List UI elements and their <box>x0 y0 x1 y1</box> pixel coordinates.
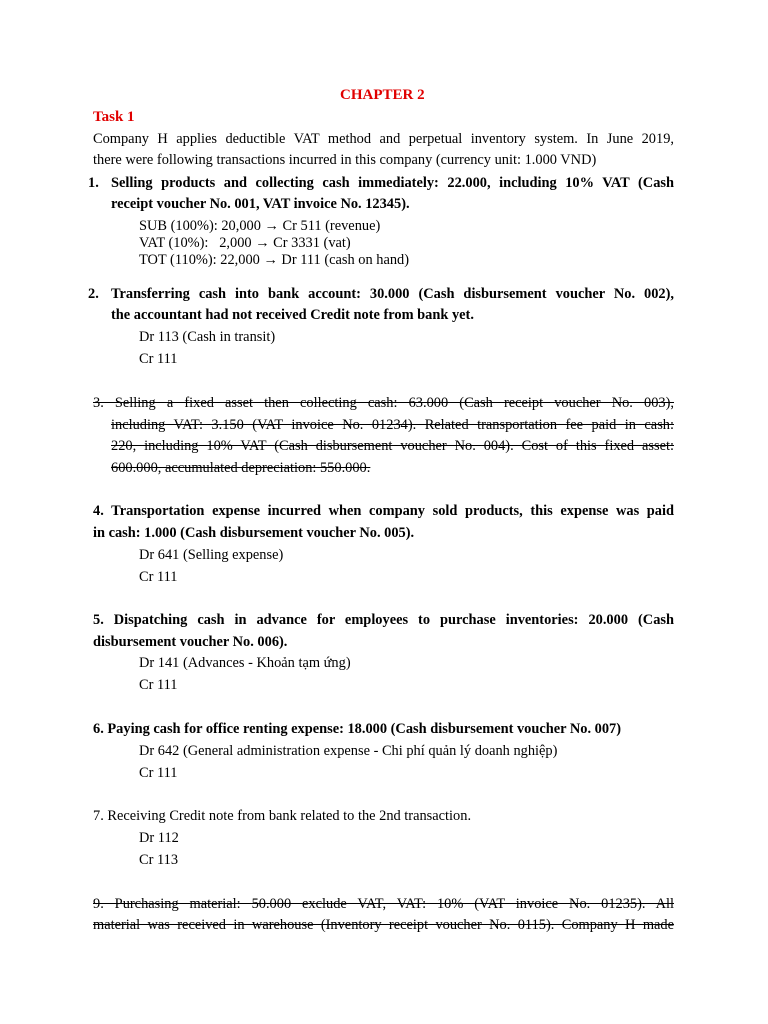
t4-line-2: in cash: 1.000 (Cash disbursement voucher No. 005). <box>93 525 415 541</box>
t2-entry-debit: Dr 113 (Cash in transit) <box>139 329 276 345</box>
chapter-title: CHAPTER 2 <box>340 87 425 103</box>
t6-entry-debit: Dr 642 (General administration expense - Chi phí quản lý doanh nghiệp) <box>139 743 558 759</box>
t5-entry-credit: Cr 111 <box>139 677 178 693</box>
t6-entry-credit: Cr 111 <box>139 765 178 781</box>
t7-entry-credit: Cr 113 <box>139 852 179 868</box>
t3-line-3: 220, including 10% VAT (Cash disbursement voucher No. 004). Cost of this fixed asset: <box>111 438 674 454</box>
t1-number: 1. <box>88 175 99 191</box>
t1-line-1: Selling products and collecting cash immediately: 22.000, including 10% VAT (Cash <box>111 175 674 191</box>
t4-entry-credit: Cr 111 <box>139 569 178 585</box>
t1-entry-sub: SUB (100%): 20,000 → Cr 511 (revenue) <box>139 218 381 234</box>
t3-line-1: 3. Selling a fixed asset then collecting cash: 63.000 (Cash receipt voucher No. 003), <box>93 395 674 411</box>
t6-line-1: 6. Paying cash for office renting expense: 18.000 (Cash disbursement voucher No. 007) <box>93 721 622 737</box>
t9-line-1: 9. Purchasing material: 50.000 exclude VAT, VAT: 10% (VAT invoice No. 01235). All <box>93 896 674 912</box>
t1-line-2: receipt voucher No. 001, VAT invoice No. 12345). <box>111 196 410 212</box>
t2-entry-credit: Cr 111 <box>139 351 178 367</box>
t2-line-1: Transferring cash into bank account: 30.000 (Cash disbursement voucher No. 002), <box>111 286 674 302</box>
t1-entry-vat: VAT (10%): 2,000 → Cr 3331 (vat) <box>139 235 351 251</box>
t7-line-1: 7. Receiving Credit note from bank related to the 2nd transaction. <box>93 808 472 824</box>
t2-number: 2. <box>88 286 99 302</box>
task-title: Task 1 <box>93 109 135 125</box>
t9-line-2: material was received in warehouse (Inventory receipt voucher No. 0115). Company H made <box>93 917 674 933</box>
t5-line-1: 5. Dispatching cash in advance for employees to purchase inventories: 20.000 (Cash <box>93 612 674 628</box>
t5-line-2: disbursement voucher No. 006). <box>93 634 288 650</box>
t4-entry-debit: Dr 641 (Selling expense) <box>139 547 284 563</box>
t2-line-2: the accountant had not received Credit note from bank yet. <box>111 307 474 323</box>
t3-line-4: 600.000, accumulated depreciation: 550.000. <box>111 460 371 476</box>
t1-entry-tot: TOT (110%): 22,000 → Dr 111 (cash on hand) <box>139 252 410 268</box>
t4-line-1: 4. Transportation expense incurred when company sold products, this expense was paid <box>93 503 674 519</box>
intro-line-2: there were following transactions incurred in this company (currency unit: 1.000 VND) <box>93 152 597 168</box>
t7-entry-debit: Dr 112 <box>139 830 179 846</box>
t3-line-2: including VAT: 3.150 (VAT invoice No. 01234). Related transportation fee paid in cash: <box>111 417 674 433</box>
intro-line-1: Company H applies deductible VAT method and perpetual inventory system. In June 2019, <box>93 131 674 147</box>
t5-entry-debit: Dr 141 (Advances - Khoản tạm ứng) <box>139 655 351 671</box>
